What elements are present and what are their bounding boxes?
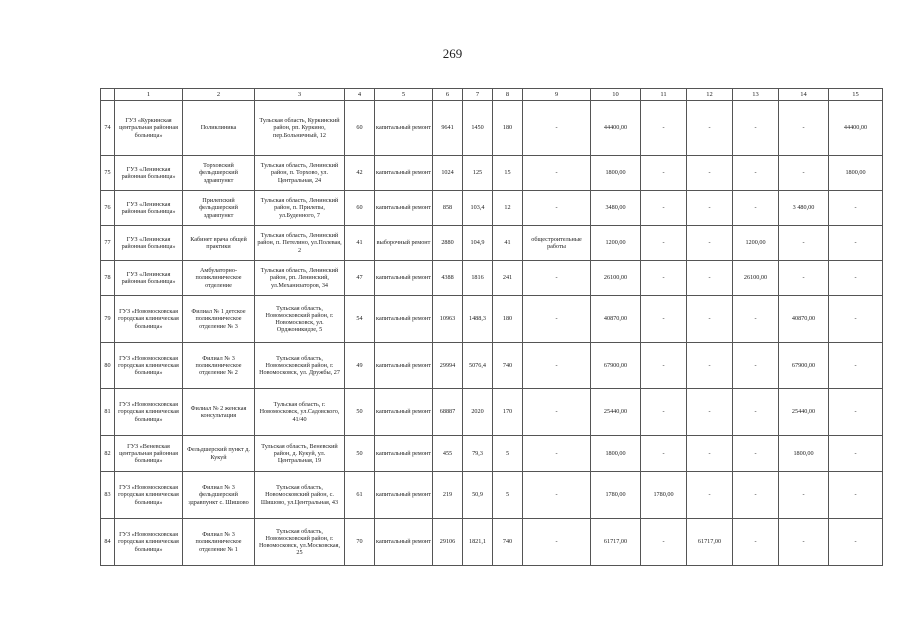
cell-amount: 1200,00 <box>591 226 641 261</box>
cell-amount: - <box>687 101 733 156</box>
cell-amount: - <box>641 191 687 226</box>
table-row <box>101 261 883 296</box>
header-cell: 13 <box>733 89 779 101</box>
cell-work-type: - <box>523 389 591 436</box>
cell-amount: - <box>733 296 779 343</box>
cell-value: 54 <box>345 296 375 343</box>
cell-amount: - <box>733 436 779 472</box>
cell-work-type: - <box>523 191 591 226</box>
cell-value: 49 <box>345 343 375 389</box>
cell-institution: ГУЗ «Ленинская районная больница» <box>115 261 183 296</box>
header-cell: 1 <box>115 89 183 101</box>
cell-value: 79,3 <box>463 436 493 472</box>
cell-amount: - <box>641 261 687 296</box>
cell-amount: - <box>733 472 779 519</box>
cell-institution: ГУЗ «Новомосковская городская клиническая больница» <box>115 343 183 389</box>
cell-amount: 40870,00 <box>779 296 829 343</box>
cell-amount: 25440,00 <box>779 389 829 436</box>
cell-repair-type: выборочный ремонт <box>375 226 433 261</box>
cell-amount: - <box>733 191 779 226</box>
cell-work-type: - <box>523 519 591 566</box>
cell-facility: Филиал № 3 поликлиническое отделение № 2 <box>183 343 255 389</box>
cell-amount: - <box>733 156 779 191</box>
header-cell: 6 <box>433 89 463 101</box>
cell-facility: Амбулаторно-поликлиническое отделение <box>183 261 255 296</box>
cell-amount: 1200,00 <box>733 226 779 261</box>
cell-value: 858 <box>433 191 463 226</box>
cell-repair-type: капитальный ремонт <box>375 191 433 226</box>
cell-facility: Фельдшерский пункт д. Кукуй <box>183 436 255 472</box>
cell-value: 5 <box>493 436 523 472</box>
cell-institution: ГУЗ «Ленинская районная больница» <box>115 156 183 191</box>
cell-amount: - <box>829 296 883 343</box>
cell-institution: ГУЗ «Новомосковская городская клиническая больница» <box>115 472 183 519</box>
cell-value: 455 <box>433 436 463 472</box>
header-cell: 14 <box>779 89 829 101</box>
header-cell: 4 <box>345 89 375 101</box>
cell-amount: - <box>829 191 883 226</box>
cell-row-number: 81 <box>101 389 115 436</box>
cell-value: 5076,4 <box>463 343 493 389</box>
cell-value: 29106 <box>433 519 463 566</box>
table-row <box>101 519 883 566</box>
cell-work-type: - <box>523 436 591 472</box>
cell-amount: - <box>733 519 779 566</box>
cell-amount: 44400,00 <box>829 101 883 156</box>
header-cell: 15 <box>829 89 883 101</box>
cell-address: Тульская область, Ленинский район, п. Петелино, ул.Полевая, 2 <box>255 226 345 261</box>
cell-address: Тульская область, Новомосковский район, г. Новомосковск, ул. Дружбы, 27 <box>255 343 345 389</box>
header-cell: 10 <box>591 89 641 101</box>
cell-amount: 1780,00 <box>591 472 641 519</box>
cell-amount: 40870,00 <box>591 296 641 343</box>
header-cell: 5 <box>375 89 433 101</box>
cell-value: 60 <box>345 191 375 226</box>
cell-amount: 1800,00 <box>591 436 641 472</box>
cell-row-number: 80 <box>101 343 115 389</box>
cell-amount: - <box>687 191 733 226</box>
cell-amount: 1800,00 <box>779 436 829 472</box>
page-number: 269 <box>442 46 463 61</box>
table-row <box>101 389 883 436</box>
table-row <box>101 191 883 226</box>
cell-value: 12 <box>493 191 523 226</box>
cell-amount: 1800,00 <box>829 156 883 191</box>
cell-amount: - <box>779 226 829 261</box>
cell-repair-type: капитальный ремонт <box>375 343 433 389</box>
cell-value: 15 <box>493 156 523 191</box>
cell-address: Тульская область, Новомосковский район, с. Шишово, ул.Центральная, 43 <box>255 472 345 519</box>
cell-institution: ГУЗ «Новомосковская городская клиническая больница» <box>115 519 183 566</box>
header-cell: 3 <box>255 89 345 101</box>
cell-value: 42 <box>345 156 375 191</box>
cell-amount: 26100,00 <box>591 261 641 296</box>
cell-work-type: - <box>523 156 591 191</box>
cell-row-number: 82 <box>101 436 115 472</box>
cell-value: 4388 <box>433 261 463 296</box>
cell-amount: 1800,00 <box>591 156 641 191</box>
cell-value: 103,4 <box>463 191 493 226</box>
cell-address: Тульская область, Ленинский район, п. Торхово, ул. Центральная, 24 <box>255 156 345 191</box>
header-cell: 2 <box>183 89 255 101</box>
cell-value: 29994 <box>433 343 463 389</box>
cell-amount: - <box>687 436 733 472</box>
cell-value: 1450 <box>463 101 493 156</box>
cell-amount: - <box>641 436 687 472</box>
cell-value: 170 <box>493 389 523 436</box>
cell-amount: 25440,00 <box>591 389 641 436</box>
cell-value: 740 <box>493 519 523 566</box>
cell-amount: - <box>779 472 829 519</box>
cell-facility: Кабинет врача общей практики <box>183 226 255 261</box>
cell-repair-type: капитальный ремонт <box>375 389 433 436</box>
cell-facility: Филиал № 3 фельдшерский здравпункт с. Шишово <box>183 472 255 519</box>
cell-repair-type: капитальный ремонт <box>375 519 433 566</box>
cell-amount: - <box>687 472 733 519</box>
cell-value: 104,9 <box>463 226 493 261</box>
cell-amount: - <box>687 156 733 191</box>
cell-value: 61 <box>345 472 375 519</box>
cell-value: 9641 <box>433 101 463 156</box>
cell-amount: 3480,00 <box>591 191 641 226</box>
table-row <box>101 436 883 472</box>
cell-amount: - <box>829 343 883 389</box>
cell-value: 70 <box>345 519 375 566</box>
header-cell: 9 <box>523 89 591 101</box>
cell-amount: 26100,00 <box>733 261 779 296</box>
table-row <box>101 101 883 156</box>
cell-address: Тульская область, Ленинский район, рп. Ленинский, ул.Механизаторов, 34 <box>255 261 345 296</box>
cell-amount: 67900,00 <box>779 343 829 389</box>
cell-value: 50 <box>345 436 375 472</box>
cell-value: 68887 <box>433 389 463 436</box>
cell-amount: - <box>641 389 687 436</box>
cell-amount: - <box>687 389 733 436</box>
header-row <box>101 89 883 101</box>
cell-repair-type: капитальный ремонт <box>375 472 433 519</box>
cell-value: 50,9 <box>463 472 493 519</box>
cell-row-number: 84 <box>101 519 115 566</box>
cell-facility: Филиал № 3 поликлиническое отделение № 1 <box>183 519 255 566</box>
cell-amount: - <box>829 436 883 472</box>
cell-facility: Поликлиника <box>183 101 255 156</box>
cell-repair-type: капитальный ремонт <box>375 101 433 156</box>
header-cell: 7 <box>463 89 493 101</box>
cell-work-type: общестроительные работы <box>523 226 591 261</box>
cell-row-number: 79 <box>101 296 115 343</box>
cell-amount: - <box>779 156 829 191</box>
table-row <box>101 343 883 389</box>
cell-amount: 3 480,00 <box>779 191 829 226</box>
cell-amount: - <box>829 226 883 261</box>
table-row <box>101 296 883 343</box>
cell-amount: - <box>641 296 687 343</box>
cell-work-type: - <box>523 101 591 156</box>
cell-amount: - <box>733 389 779 436</box>
header-cell: 12 <box>687 89 733 101</box>
cell-work-type: - <box>523 296 591 343</box>
cell-institution: ГУЗ «Новомосковская городская клиническая больница» <box>115 389 183 436</box>
cell-institution: ГУЗ «Веневская центральная районная больница» <box>115 436 183 472</box>
header-cell <box>101 89 115 101</box>
table-row <box>101 472 883 519</box>
cell-row-number: 77 <box>101 226 115 261</box>
cell-address: Тульская область, г. Новомосковск, ул.Садовского, 41/40 <box>255 389 345 436</box>
cell-amount: - <box>641 343 687 389</box>
cell-value: 1488,3 <box>463 296 493 343</box>
cell-value: 47 <box>345 261 375 296</box>
cell-address: Тульская область, Новомосковский район, г. Новомосковск, ул.Московская, 25 <box>255 519 345 566</box>
cell-value: 2880 <box>433 226 463 261</box>
cell-amount: - <box>829 472 883 519</box>
cell-amount: 67900,00 <box>591 343 641 389</box>
cell-amount: 1780,00 <box>641 472 687 519</box>
cell-value: 180 <box>493 101 523 156</box>
cell-amount: - <box>829 261 883 296</box>
cell-amount: - <box>779 261 829 296</box>
cell-institution: ГУЗ «Ленинская районная больница» <box>115 226 183 261</box>
cell-amount: 44400,00 <box>591 101 641 156</box>
cell-institution: ГУЗ «Куркинская центральная районная больница» <box>115 101 183 156</box>
cell-work-type: - <box>523 472 591 519</box>
cell-value: 1816 <box>463 261 493 296</box>
cell-value: 10963 <box>433 296 463 343</box>
cell-work-type: - <box>523 343 591 389</box>
cell-amount: - <box>687 261 733 296</box>
cell-amount: - <box>641 156 687 191</box>
cell-address: Тульская область, Новомосковский район, г. Новомосковск, ул. Орджоникидзе, 5 <box>255 296 345 343</box>
cell-facility: Филиал № 1 детское поликлиническое отделение № 3 <box>183 296 255 343</box>
cell-value: 740 <box>493 343 523 389</box>
cell-value: 1024 <box>433 156 463 191</box>
cell-amount: - <box>733 343 779 389</box>
cell-value: 1821,1 <box>463 519 493 566</box>
cell-amount: - <box>733 101 779 156</box>
cell-value: 2020 <box>463 389 493 436</box>
cell-amount: - <box>641 101 687 156</box>
cell-amount: - <box>779 101 829 156</box>
cell-value: 5 <box>493 472 523 519</box>
cell-value: 41 <box>493 226 523 261</box>
cell-amount: 61717,00 <box>687 519 733 566</box>
cell-row-number: 78 <box>101 261 115 296</box>
cell-facility: Филиал № 2 женская консультация <box>183 389 255 436</box>
header-cell: 11 <box>641 89 687 101</box>
header-cell: 8 <box>493 89 523 101</box>
cell-row-number: 76 <box>101 191 115 226</box>
cell-row-number: 74 <box>101 101 115 156</box>
cell-address: Тульская область, Ленинский район, п. Прилепы, ул.Буденного, 7 <box>255 191 345 226</box>
cell-repair-type: капитальный ремонт <box>375 156 433 191</box>
cell-value: 125 <box>463 156 493 191</box>
cell-value: 41 <box>345 226 375 261</box>
cell-value: 50 <box>345 389 375 436</box>
cell-amount: - <box>641 226 687 261</box>
cell-amount: - <box>829 389 883 436</box>
cell-amount: - <box>779 519 829 566</box>
cell-institution: ГУЗ «Ленинская районная больница» <box>115 191 183 226</box>
cell-address: Тульская область, Куркинский район, рп. Куркино, пер.Больничный, 12 <box>255 101 345 156</box>
data-table <box>100 88 883 566</box>
cell-amount: - <box>829 519 883 566</box>
cell-repair-type: капитальный ремонт <box>375 436 433 472</box>
cell-amount: 61717,00 <box>591 519 641 566</box>
cell-value: 219 <box>433 472 463 519</box>
cell-address: Тульская область, Веневский район, д. Кукуй, ул. Центральная, 19 <box>255 436 345 472</box>
cell-row-number: 83 <box>101 472 115 519</box>
cell-value: 180 <box>493 296 523 343</box>
cell-value: 241 <box>493 261 523 296</box>
cell-amount: - <box>687 343 733 389</box>
table-row <box>101 226 883 261</box>
cell-work-type: - <box>523 261 591 296</box>
cell-amount: - <box>687 226 733 261</box>
cell-facility: Прилепский фельдшерский здравпункт <box>183 191 255 226</box>
cell-facility: Торховский фельдшерский здравпункт <box>183 156 255 191</box>
cell-amount: - <box>641 519 687 566</box>
cell-repair-type: капитальный ремонт <box>375 261 433 296</box>
cell-row-number: 75 <box>101 156 115 191</box>
cell-institution: ГУЗ «Новомосковская городская клиническая больница» <box>115 296 183 343</box>
cell-value: 60 <box>345 101 375 156</box>
table-row <box>101 156 883 191</box>
cell-repair-type: капитальный ремонт <box>375 296 433 343</box>
cell-amount: - <box>687 296 733 343</box>
